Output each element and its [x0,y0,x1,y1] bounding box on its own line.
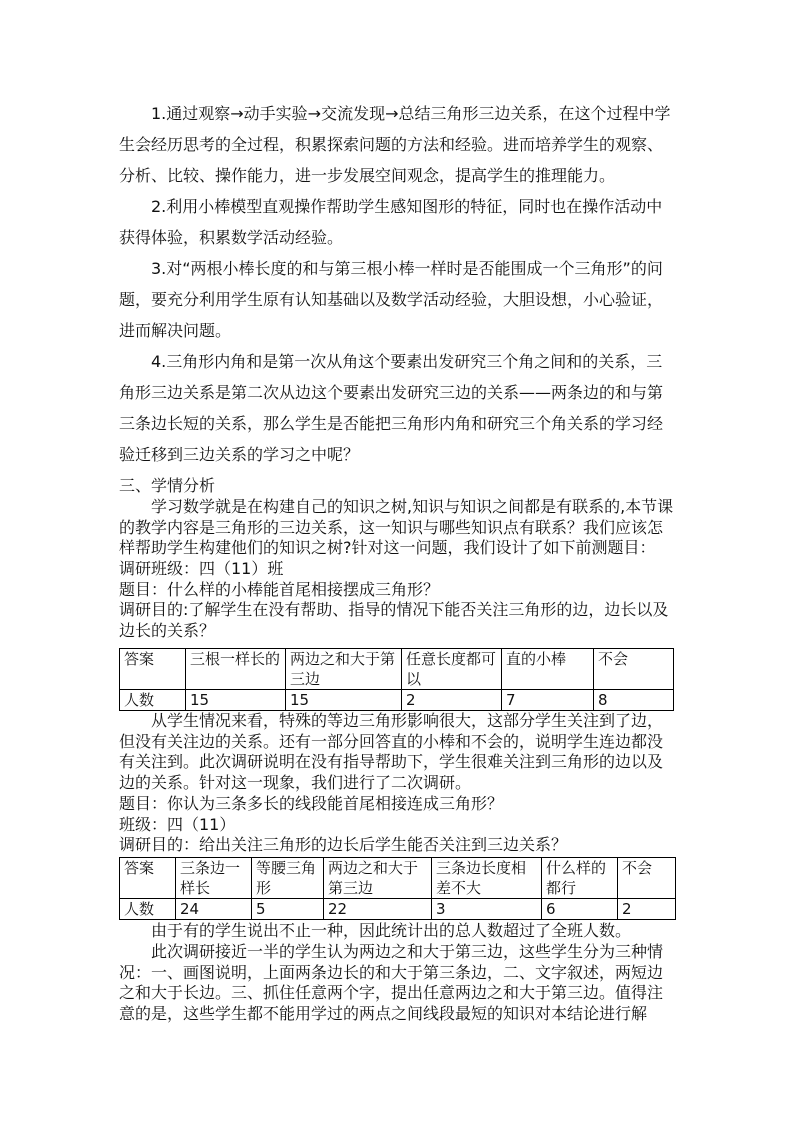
answer-cell: 三根一样长的 [186,649,286,690]
answer-cell: 不会 [594,649,674,690]
count-cell: 15 [186,690,286,711]
count-cell: 8 [594,690,674,711]
survey1-table [119,648,674,711]
header-cell: 人数 [120,899,176,920]
header-cell: 人数 [120,690,186,711]
answer-cell: 任意长度都可以 [402,649,502,690]
objective-4: 4.三角形内角和是第一次从角这个要素出发研究三个角之间和的关系，三角形三边关系是第二次从边这个要素出发研究三边的关系——两条边的和与第三条边长短的关系，那么学生是否能把三角形内角和研究三个角关系的学习经验迁移到三边关系的学习之中呢？ [119,352,664,464]
header-cell: 答案 [120,858,176,899]
count-cell: 15 [286,690,402,711]
count-cell: 2 [402,690,502,711]
table-row [120,858,676,899]
count-cell: 6 [542,899,618,920]
survey2-table [119,857,676,920]
table-row [120,899,676,920]
objective-1: 1.通过观察→动手实验→交流发现→总结三角形三边关系，在这个过程中学生会经历思考的全过程，积累探索问题的方法和经验。进而培养学生的观察、分析、比较、操作能力，进一步发展空间观念，提高学生的推理能力。 [119,104,671,185]
answer-cell: 两边之和大于第三边 [324,858,432,899]
survey1-purpose: 调研目的:了解学生在没有帮助、指导的情况下能否关注三角形的边，边长以及边长的关系？ [119,600,669,640]
count-cell: 3 [432,899,542,920]
analysis-paragraph-1: 从学生情况来看，特殊的等边三角形影响很大，这部分学生关注到了边，但没有关注边的关系。还有一部分回答直的小棒和不会的，说明学生连边都没有关注到。此次调研说明在没有指导帮助下，学生很难关注到三角形的边以及边的关系。针对这一现象，我们进行了二次调研。 [119,711,664,792]
survey2-class: 班级：四（11） [119,815,236,834]
intro-paragraph: 学习数学就是在构建自己的知识之树,知识与知识之间都是有联系的,本节课的教学内容是三角形的三边关系，这一知识与哪些知识点有联系？我们应该怎样帮助学生构建他们的知识之树?针对这一问题，我们设计了如下前测题目： [119,497,674,557]
objective-2: 2.利用小棒模型直观操作帮助学生感知图形的特征，同时也在操作活动中获得体验，积累数学活动经验。 [119,197,663,247]
answer-cell: 三条边一样长 [176,858,252,899]
answer-cell: 等腰三角形 [252,858,324,899]
count-cell: 7 [502,690,594,711]
answer-cell: 直的小棒 [502,649,594,690]
header-cell: 答案 [120,649,186,690]
analysis-paragraph-2: 此次调研接近一半的学生认为两边之和大于第三边，这些学生分为三种情况：一、画图说明，上面两条边长的和大于第三条边，二、文字叙述，两短边之和大于长边。三、抓住任意两个字，提出任意两边之和大于第三边。值得注意的是，这些学生都不能用学过的两点之间线段最短的知识对本结论进行解 [119,942,664,1023]
survey1-class: 调研班级：四（11）班 [119,559,284,578]
objective-3: 3.对“两根小棒长度的和与第三根小棒一样时是否能围成一个三角形”的问题，要充分利用学生原有认知基础以及数学活动经验，大胆设想，小心验证，进而解决问题。 [119,259,664,340]
count-cell: 2 [618,899,676,920]
answer-cell: 不会 [618,858,676,899]
survey2-question: 题目：你认为三条多长的线段能首尾相接连成三角形？ [119,794,504,813]
count-cell: 22 [324,899,432,920]
note-paragraph: 由于有的学生说出不止一种，因此统计出的总人数超过了全班人数。 [151,921,632,940]
survey2-purpose: 调研目的：给出关注三角形的边长后学生能否关注到三边关系？ [119,835,568,854]
table-row [120,649,674,690]
survey1-question: 题目：什么样的小棒能首尾相接摆成三角形？ [119,580,440,599]
count-cell: 5 [252,899,324,920]
count-cell: 24 [176,899,252,920]
answer-cell: 两边之和大于第三边 [286,649,402,690]
answer-cell: 什么样的都行 [542,858,618,899]
section-title: 三、学情分析 [119,476,216,495]
table-row [120,690,674,711]
answer-cell: 三条边长度相差不大 [432,858,542,899]
